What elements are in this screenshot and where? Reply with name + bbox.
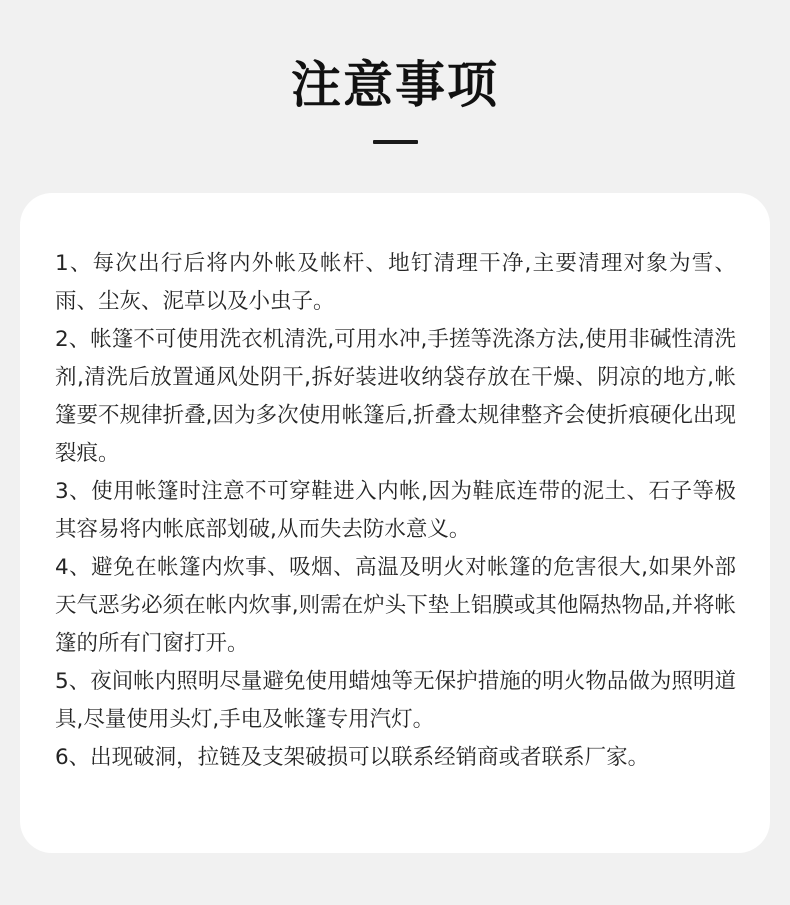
note-item-4: 4、避免在帐篷内炊事、吸烟、高温及明火对帐篷的危害很大,如果外部天气恶劣必须在帐内炊事,则需在炉头下垫上铝膜或其他隔热物品,并将帐篷的所有门窗打开。 — [55, 555, 736, 656]
notes-card — [20, 193, 770, 853]
notes-list — [55, 245, 736, 777]
title-underline — [373, 140, 418, 144]
page-title: 注意事项 — [291, 56, 499, 114]
note-item-6: 6、出现破洞，拉链及支架破损可以联系经销商或者联系厂家。 — [55, 745, 650, 770]
note-item-3: 3、使用帐篷时注意不可穿鞋进入内帐,因为鞋底连带的泥土、石子等极其容易将内帐底部划破,从而失去防水意义。 — [55, 479, 736, 542]
page-header — [0, 0, 790, 190]
note-item-2: 2、帐篷不可使用洗衣机清洗,可用水冲,手搓等洗涤方法,使用非碱性清洗剂,清洗后放置通风处阴干,拆好装进收纳袋存放在干燥、阴凉的地方,帐篷要不规律折叠,因为多次使用帐篷后,折叠太规律整齐会使折痕硬化出现裂痕。 — [55, 327, 736, 466]
note-item-1: 1、每次出行后将内外帐及帐杆、地钉清理干净,主要清理对象为雪、雨、尘灰、泥草以及小虫子。 — [55, 251, 736, 314]
note-item-5: 5、夜间帐内照明尽量避免使用蜡烛等无保护措施的明火物品做为照明道具,尽量使用头灯,手电及帐篷专用汽灯。 — [55, 669, 736, 732]
